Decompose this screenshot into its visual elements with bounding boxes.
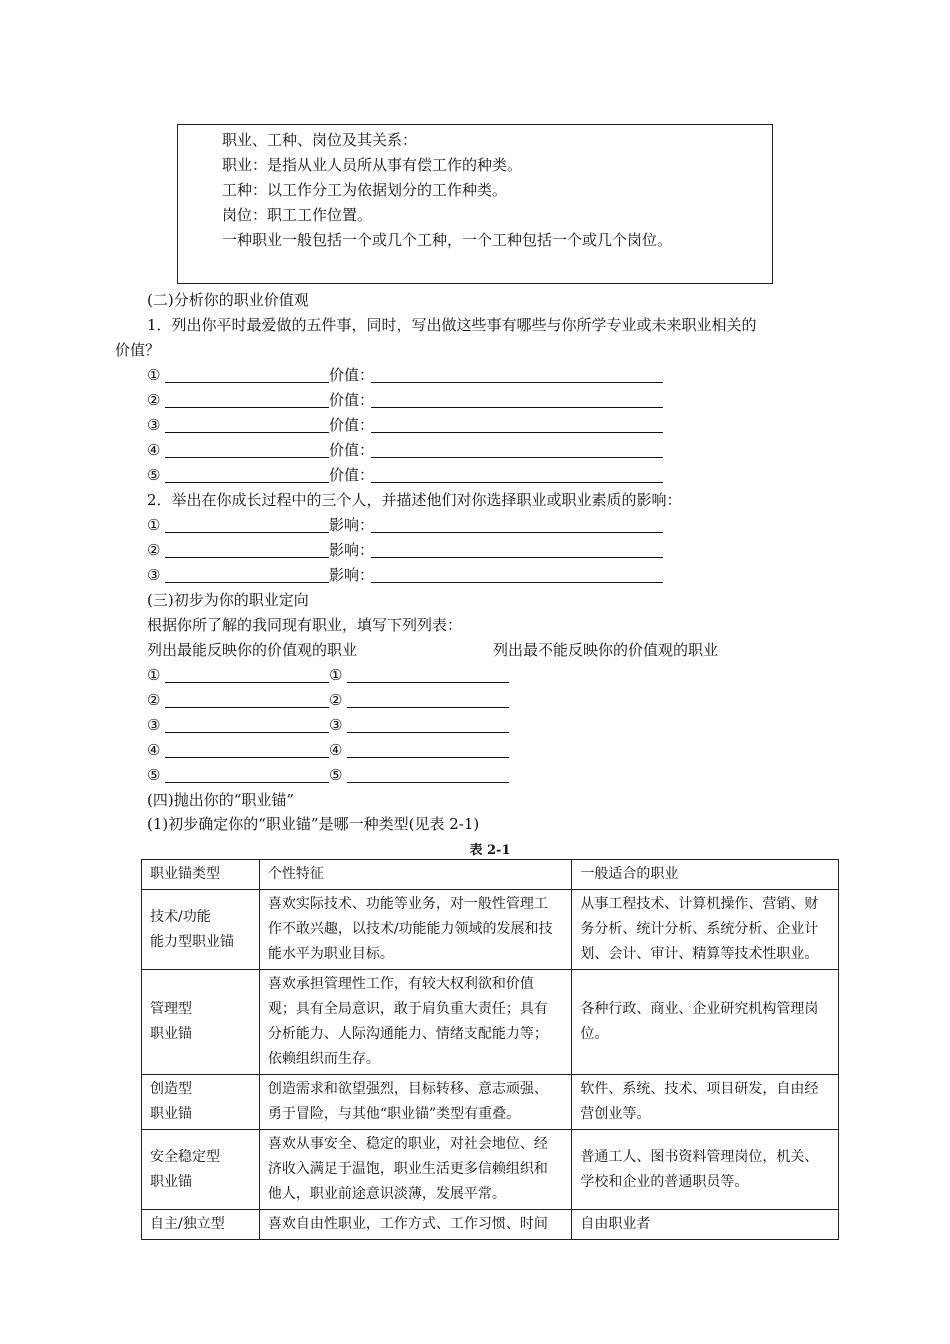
marker: ① [147,666,161,684]
anchor-type-cell [142,1130,260,1210]
trait-cell [259,1075,572,1130]
column-left-title: 列出最能反映你的价值观的职业 [147,641,358,659]
definition-box [177,124,773,284]
blank-line[interactable] [165,557,329,558]
cell-line: 管理型 [150,1001,192,1017]
cell-line: 济收入满足于温饱，职业生活更多信赖组织和 [267,1161,548,1177]
box-line: 职业：是指从业人员所从事有偿工作的种类。 [222,156,523,174]
marker: ① [147,516,161,534]
table-header-cell: 个性特征 [259,860,572,890]
marker: ③ [147,416,161,434]
table-header-row [142,860,839,890]
blank-line[interactable] [371,532,663,533]
career-anchor-table [141,859,839,1240]
box-line: 工种：以工作分工为依据划分的工作种类。 [222,181,508,199]
impact-label: 影响： [329,516,375,534]
cell-line: 他人，职业前途意识淡薄，发展平常。 [267,1186,506,1202]
cell-line: 技术/功能 [150,908,211,925]
marker: ⑤ [147,466,161,484]
marker: ③ [147,716,161,734]
value-label: 价值： [329,441,375,459]
cell-line: 学校和企业的普通职员等。 [580,1173,749,1190]
blank-line[interactable] [347,707,509,708]
marker: ④ [147,441,161,459]
jobs-cell [572,970,839,1075]
marker: ③ [147,566,161,584]
blank-line[interactable] [165,432,329,433]
cell-line: 喜欢实际技术、功能等业务，对一般性管理工 [267,896,548,912]
blank-line[interactable] [165,782,329,783]
cell-line: 创造需求和欲望强烈，目标转移、意志顽强、 [267,1081,548,1097]
blank-line[interactable] [347,732,509,733]
marker: ② [329,691,343,709]
cell-line: 自主/独立型 [150,1216,225,1232]
table-row [142,970,839,1075]
blank-line[interactable] [165,707,329,708]
cell-line: 能力型职业锚 [150,933,234,950]
blank-line[interactable] [165,457,329,458]
jobs-cell [572,1210,839,1240]
marker: ④ [329,741,343,759]
question-1-line-2: 价值？ [115,341,161,359]
anchor-type-cell [142,1075,260,1130]
table-row [142,890,839,970]
cell-line: 观；具有全局意识，敢于肩负重大责任；具有 [267,1001,548,1017]
impact-label: 影响： [329,566,375,584]
anchor-type-cell [142,970,260,1075]
cell-line: 位。 [580,1026,609,1042]
column-right-title: 列出最不能反映你的价值观的职业 [493,641,719,659]
cell-line: 依赖组织而生存。 [267,1051,380,1067]
cell-line: 务分析、统计分析、系统分析、企业计 [580,921,819,937]
question-1-line-1: 1．列出你平时最爱做的五件事，同时，写出做这些事有哪些与你所学专业或未来职业相关的 [147,316,757,334]
cell-line: 划、会计、审计、精算等技术性职业。 [580,946,819,962]
section-intro: 根据你所了解的我同现有职业，填写下列列表： [147,616,463,634]
table-header-cell: 职业锚类型 [142,860,260,890]
marker: ① [147,366,161,384]
cell-line: 普通工人、图书资料管理岗位，机关、 [580,1148,819,1165]
blank-line[interactable] [371,557,663,558]
blank-line[interactable] [165,407,329,408]
cell-line: 喜欢从事安全、稳定的职业，对社会地位、经 [267,1136,548,1152]
jobs-cell [572,1130,839,1210]
blank-line[interactable] [371,582,663,583]
trait-cell [259,970,572,1075]
blank-line[interactable] [165,732,329,733]
blank-line[interactable] [165,532,329,533]
blank-line[interactable] [371,457,663,458]
cell-line: 从事工程技术、计算机操作、营销、财 [580,896,819,912]
cell-line: 职业锚 [150,1173,192,1190]
cell-line: 勇于冒险，与其他“职业锚”类型有重叠。 [267,1106,521,1122]
section-heading: (三)初步为你的职业定向 [147,591,309,609]
cell-line: 喜欢承担管理性工作，有较大权利欲和价值 [267,976,534,992]
blank-line[interactable] [165,757,329,758]
blank-line[interactable] [165,682,329,683]
cell-line: 喜欢自由性职业，工作方式、工作习惯、时间 [267,1216,548,1232]
marker: ② [147,391,161,409]
table-caption: 表 2-1 [469,843,511,858]
jobs-cell [572,1075,839,1130]
value-label: 价值： [329,466,375,484]
cell-line: 营创业等。 [580,1106,651,1122]
anchor-type-cell [142,890,260,970]
cell-line: 自由职业者 [580,1216,651,1232]
section-heading: (四)抛出你的“职业锚” [147,791,295,809]
trait-cell [259,890,572,970]
box-line: 岗位：职工工作位置。 [222,206,373,224]
marker: ⑤ [147,766,161,784]
value-label: 价值： [329,391,375,409]
question-2: 2．举出在你成长过程中的三个人，并描述他们对你选择职业或职业素质的影响： [147,491,682,509]
impact-label: 影响： [329,541,375,559]
blank-line[interactable] [371,407,663,408]
cell-line: 职业锚 [150,1106,192,1122]
cell-line: 职业锚 [150,1026,192,1042]
marker: ④ [147,741,161,759]
jobs-cell [572,890,839,970]
blank-line[interactable] [347,757,509,758]
cell-line: 能水平为职业目标。 [267,946,394,962]
blank-line[interactable] [347,682,509,683]
table-row [142,1210,839,1240]
trait-cell [259,1210,572,1240]
box-line: 一种职业一般包括一个或几个工种，一个工种包括一个或几个岗位。 [222,231,673,249]
table-header-cell: 一般适合的职业 [572,860,839,890]
cell-line: 作不敢兴趣，以技术/功能能力领域的发展和技 [267,921,553,937]
marker: ② [147,691,161,709]
blank-line[interactable] [347,782,509,783]
blank-line[interactable] [165,582,329,583]
subsection-heading: (1)初步确定你的“职业锚”是哪一种类型(见表 2-1) [147,815,480,833]
value-label: 价值： [329,366,375,384]
cell-line: 安全稳定型 [150,1148,220,1165]
cell-line: 分析能力、人际沟通能力、情绪支配能力等； [267,1026,548,1042]
value-label: 价值： [329,416,375,434]
blank-line[interactable] [371,382,663,383]
blank-line[interactable] [371,482,663,483]
table-row [142,1075,839,1130]
marker: ③ [329,716,343,734]
table-row [142,1130,839,1210]
blank-line[interactable] [165,382,329,383]
marker: ⑤ [329,766,343,784]
trait-cell [259,1130,572,1210]
anchor-type-cell [142,1210,260,1240]
blank-line[interactable] [371,432,663,433]
marker: ① [329,666,343,684]
section-heading: (二)分析你的职业价值观 [147,291,309,309]
cell-line: 各种行政、商业、企业研究机构管理岗 [580,1001,819,1017]
cell-line: 软件、系统、技术、项目研发，自由经 [580,1081,819,1097]
box-line: 职业、工种、岗位及其关系： [222,131,418,149]
blank-line[interactable] [165,482,329,483]
cell-line: 创造型 [150,1081,192,1097]
marker: ② [147,541,161,559]
